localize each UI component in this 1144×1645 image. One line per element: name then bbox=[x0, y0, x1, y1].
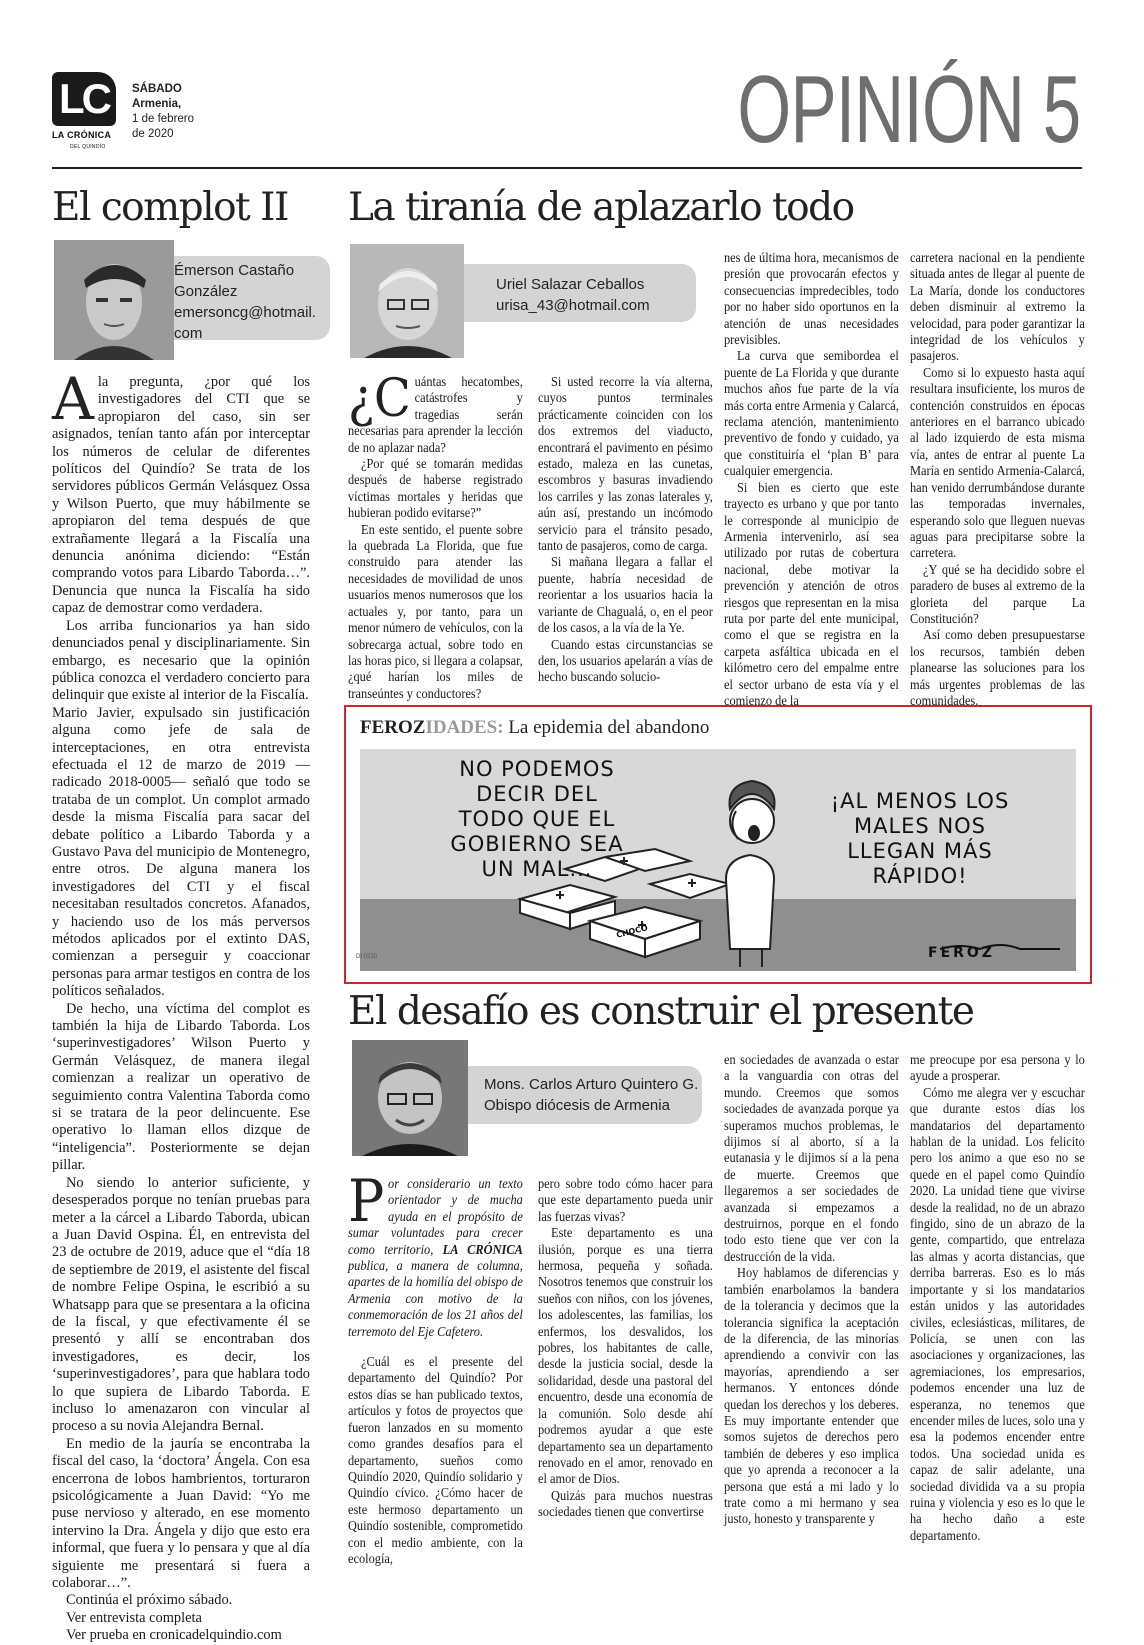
article-column-3 bbox=[724, 1052, 899, 1528]
header-rule bbox=[52, 167, 1082, 169]
paragraph: pero sobre todo cómo hacer para que este departamento pueda unir las fuerzas vivas? bbox=[538, 1176, 713, 1224]
author-photo-castano bbox=[54, 240, 174, 360]
author-name: Mons. Carlos Arturo Quintero G. bbox=[484, 1076, 699, 1093]
author-email-2: com bbox=[174, 325, 203, 342]
paragraph: ¿Cuál es el presente del departamento del Quindío? Por estos días se han publicado textos, artículos y fotos de proyectos que fueron lanzados en su momento como grandes desafíos para el departamento, sueños como Quindío 2020, Quindío solidario y Quindío cívico. ¿Cómo hacer de este hermoso departamento un Quindío sostenible, comprometido con el medio ambiente, con la ecología, bbox=[348, 1354, 523, 1566]
article-column-1 bbox=[348, 1167, 523, 1567]
article-body-complot bbox=[52, 365, 310, 1645]
paragraph: Ver entrevista completa bbox=[66, 1609, 202, 1626]
paragraph: Mario Javier, expulsado sin justificación alguna como jefe de sala de interceptaciones, en otra entrevista efectuada el 12 de marzo de 2019 —radicado 2018-0005— señaló que todo se trataba de un complot. Un complot armado desde la misma Fiscalía para sacar del debate político a Libardo Taborda y a Gustavo Pava del municipio de Montenegro, entre otros. De alguna manera los investigadores del CTI y el fiscal necesitaban resultados concretos. Afanados, y haciendo uso de los más perversos métodos aplicados por el extinto DAS, comienzan a perseguir y coaccionar personas para armar testigos en contra de los políticos señalados. bbox=[52, 704, 310, 1000]
cartoon-label: FEROZ bbox=[360, 717, 426, 738]
section-title: OPINIÓN 5 bbox=[736, 56, 1080, 163]
paragraph: En este sentido, el puente sobre la quebrada La Florida, que fue construido para atender las necesidades de movilidad de unos usuarios menos numerosos que los actuales y, por tanto, para un menor número de vehículos, con la sobrecarga actual, sobre todo en las horas pico, si llegara a colapsar, ¿qué harían los miles de transeúntes y conductores? bbox=[348, 521, 523, 701]
paragraph: Si usted recorre la vía alterna, cuyos puntos terminales prácticamente coinciden con los dos extremos del viaducto, encontrará el pavimento en pésimo estado, maleza en las cunetas, escombros y basuras invadiendo los carriles y las zonas laterales y, aún así, prestando un incómodo servicio para el tránsito pesado, tanto de pasajeros, como de carga. bbox=[538, 374, 713, 554]
paragraph: Cuando estas circunstancias se den, los usuarios apelarán a vías de hecho buscando solucio- bbox=[538, 636, 713, 685]
paragraph: La curva que semibordea el puente de La Florida y que durante muchos años fue parte de la vía más corta entre Armenia y Calarcá, reclama atención, mantenimiento preventivo de fondo y cuidado, ya que constituiría el ‘plan B’ para cualquier emergencia. bbox=[724, 348, 899, 479]
paragraph: carretera nacional en la pendiente situada antes de llegar al puente de La María, donde los conductores deben disminuir al extremo la velocidad, para poder garantizar la integridad de los vehículos y pasajeros. bbox=[910, 250, 1085, 364]
speech-left: NO PODEMOS DECIR DEL TODO QUE EL GOBIERNO SEA UN MAL... bbox=[450, 757, 624, 881]
article-column-4 bbox=[910, 1052, 1085, 1544]
paragraph: Los arriba funcionarios ya han sido denunciados penal y disciplinariamente. Sin embargo, es necesario que la opinión pública conozca el verdadero concierto para delinquir que existe al interior de la Fiscalía. bbox=[52, 617, 310, 704]
paragraph: Ver prueba en cronicadelquindio.com bbox=[66, 1627, 282, 1644]
drop-cap: P bbox=[348, 1167, 385, 1235]
paragraph: Quizás para muchos nuestras sociedades tienen que convertirse bbox=[538, 1487, 713, 1520]
author-name-2: González bbox=[174, 283, 238, 300]
logo-mark: LC bbox=[52, 72, 116, 126]
logo-name: LA CRÓNICA DEL QUINDÍO bbox=[52, 130, 112, 150]
paragraph: Este departamento es una ilusión, porque es una tierra hermosa, pequeña y soñada. Nosotros tenemos que construir los sueños con niños, con los jóvenes, los adolescentes, las familias, los enfermos, los desvalidos, los pobres, los habitantes de calle, desde la justicia social, desde la solidaridad, desde una pastoral del encuentro, desde una economía de la comunión. Solo desde ahí podremos ayudar a que este departamento sea un departamento renovado en el amor, renovado en el amor de Dios. bbox=[538, 1225, 713, 1487]
article-column-3 bbox=[724, 250, 899, 709]
date-line-1: 1 de febrero bbox=[132, 113, 195, 125]
paragraph: De hecho, una víctima del complot es también la hija de Libardo Taborda. Los ‘superinvestigadores’ Wilson Puerto y Germán Velásquez, de manera ilegal comienzan a realizar un operativo de seguimiento contra Valentina Taborda como si se tratara de la peor delincuente. Ese operativo lo llaman ellos dizque de “inteligencia”. Posteriormente se dejan pillar. bbox=[52, 1000, 310, 1174]
article-column-2 bbox=[538, 374, 713, 686]
drop-cap: ¿C bbox=[348, 369, 411, 429]
article-title-complot: El complot II bbox=[52, 185, 288, 230]
author-email: emersoncg@hotmail. bbox=[174, 304, 316, 321]
coffin-label: CHOCÓ bbox=[615, 923, 649, 940]
article-column-4 bbox=[910, 250, 1085, 709]
paragraph: ¿Por qué se tomarán medidas después de haberse registrado víctimas mortales y heridas que hubieran podido evitarse?” bbox=[348, 456, 523, 521]
article-column-2 bbox=[538, 1176, 713, 1521]
cartoon-signature: FEROZ bbox=[928, 945, 995, 961]
author-name: Uriel Salazar Ceballos bbox=[496, 276, 645, 293]
paragraph: En medio de la jauría se encontraba la fiscal del caso, la ‘doctora’ Ángela. Con esa encerrona de lobos hambrientos, torturaron psicológicamente a Juan David: “Yo me puse nervioso y alterado, en ese momento intervino la Dra. Ángela y dijo que esto era informal, que fuera y lo pensara y que al día siguiente me presentará si fuera a colaborar…”. bbox=[52, 1435, 310, 1592]
cartoon-code: DI 0220 bbox=[356, 954, 378, 960]
cartoon-box bbox=[344, 705, 1092, 984]
cartoon-title: La epidemia del abandono bbox=[508, 717, 710, 738]
date-block bbox=[132, 82, 194, 142]
paragraph: Si mañana llegara a fallar el puente, habría necesidad de reorientar a los usuarios hacia la variante de Chagualá, o, en el peor de los casos, a la vía de la Ye. bbox=[538, 554, 713, 636]
author-name: Émerson Castaño bbox=[174, 262, 295, 279]
author-email: urisa_43@hotmail.com bbox=[496, 297, 650, 314]
paragraph: ¿Y qué se ha decidido sobre el paradero de buses al extremo de la glorieta del parque La Constitución? bbox=[910, 561, 1085, 626]
paragraph: Continúa el próximo sábado. bbox=[66, 1592, 233, 1609]
article-title-desafio: El desafío es construir el presente bbox=[348, 989, 974, 1034]
paragraph: nes de última hora, mecanismos de presión que provocarán efectos y consecuencias impredecibles, todo por no haber sido oportunos en la atención de unas necesidades previsibles. bbox=[724, 250, 899, 348]
paragraph: en sociedades de avanzada o estar a la vanguardia con otras del mundo. Creemos que somos sociedades de avanzada porque ya superamos muchos problemas, le dijimos sí al aborto, sí a la eutanasia y le dijimos sí a la pena de muerte. Creemos que llegaremos a ser sociedades de avanzada si empezamos a destruirnos, porque en el fondo todo esto tiene que ver con la destrucción de la vida. bbox=[724, 1052, 899, 1264]
article-title-tirania: La tiranía de aplazarlo todo bbox=[348, 185, 854, 230]
paragraph: Así como deben presupuestarse los recursos, también deben planearse las soluciones para los más urgentes problemas de las comunidades. bbox=[910, 627, 1085, 708]
cartoon-heading bbox=[360, 717, 709, 739]
paragraph: Ala pregunta, ¿por qué los investigadores del CTI que se apropiaron del caso, sin ser asignados, tenían tanto afán por interceptar los números de celular de diferentes políticos del Quindío? Se trata de los servidores públicos Germán Velásquez Ossa y Wilson Puerto, que muy hábilmente se apropiaron del tema después de que extrañamente llegará a la Fiscalía una denuncia anónima diciendo: “Están comprando votos para Libardo Taborda…”. Denuncia que nunca la Fiscalía ha sido capaz de demostrar como verdadera. bbox=[52, 365, 310, 617]
intro-paragraph: Por considerario un texto orientador y de mucha ayuda en el propósito de sumar voluntades para crecer como territorio, LA CRÓNICA publica, a manera de columna, apartes de la homilía del obispo de Armenia con motivo de la conmemoración de los 21 años del terremoto del Eje Cafetero. bbox=[348, 1167, 523, 1339]
paragraph: Si bien es cierto que este trayecto es urbano y que por tanto le corresponde al municipio de Armenia intervenirlo, así sea utilizado por rutas de cobertura nacional, debe motivar la prevención y atención de otros riesgos que representan en la misa ruta por parte del ente municipal, como el que se registra en la carpeta asfáltica ubicada en el kilómetro cero del empalme entre el sector urbano de esta vía y el comienzo de la bbox=[724, 479, 899, 708]
author-role: Obispo diócesis de Armenia bbox=[484, 1097, 670, 1114]
drop-cap: A bbox=[52, 365, 94, 433]
paragraph: ¿C uántas hecatombes, catástrofes y tragedias serán necesarias para aprender la lección de no aplazar nada? bbox=[348, 369, 523, 455]
weekday: SÁBADO bbox=[132, 83, 182, 95]
paragraph: Como si lo expuesto hasta aquí resultara insuficiente, los muros de contención construidos en épocas anteriores en el barranco ubicado al lado izquierdo de esta misma vía, antes de entrar al puente La María en sentido Armenia-Calarcá, han venido derrumbándose durante las temporadas invernales, esperando solo que lleguen nuevas aguas para precipitarse sobre la carretera. bbox=[910, 364, 1085, 561]
author-photo-salazar bbox=[350, 244, 464, 358]
article-column-1 bbox=[348, 369, 523, 702]
city: Armenia, bbox=[132, 98, 182, 110]
paragraph: Cómo me alegra ver y escuchar que durante estos días los mandatarios del departamento hablan de la unidad. Los felicito pero los animo a que eso no se quede en el papel como Quindío 2020. La unidad tiene que vivirse desde la realidad, no de un abrazo fingido, sino de un abrazo de la gente, compartido, que entrelaza las almas y acorta distancias, que derriba barreras. Eso es lo más importante y si los mandatarios están unidos y las autoridades civiles, eclesiásticas, militares, de Policía, se unen con las asociaciones y organizaciones, las agremiaciones, los empresarios, podemos encender una luz de esperanza, no tenemos que encender miles de luces, solo una y esa la podemos encender entre todos. Una sociedad unida es capaz de salir adelante, una sociedad dividida va a su propia ruina y violencia y eso es lo que le ha hecho daño a este departamento. bbox=[910, 1084, 1085, 1543]
author-photo-quintero bbox=[352, 1040, 468, 1156]
speech-right: ¡AL MENOS LOS MALES NOS LLEGAN MÁS RÁPIDO! bbox=[830, 789, 1010, 888]
newspaper-logo bbox=[52, 72, 118, 150]
date-line-2: de 2020 bbox=[132, 128, 174, 140]
paragraph: me preocupe por esa persona y lo ayude a prosperar. bbox=[910, 1052, 1085, 1084]
paragraph: No siendo lo anterior suficiente, y desesperados porque no tenían pruebas para meter a la cárcel a Libardo Taborda, ubican a Juan David Ospina. Él, en entrevista del 23 de octubre de 2019, aduce que el “día 18 de septiembre de 2019, el asistente del fiscal de nombre Felipe Ospina, le escribió a su Whatsapp para que se presentara a la oficina de la fiscal, y que efectivamente él se presentó y allí se encontraban dos investigadores, es decir, los ‘superinvestigadores’, para que hablara todo lo que supiera de Libardo Taborda. E incluso lo amenazaron con vincular al proceso a su novia Alejandra Bernal. bbox=[52, 1174, 310, 1435]
cartoon-label-grey: IDADES: bbox=[425, 717, 504, 738]
cartoon-illustration bbox=[360, 749, 1076, 971]
paragraph: Hoy hablamos de diferencias y también enarbolamos la bandera de la tolerancia y decimos que la tolerancia significa la aceptación de la diferencia, de las minorías aprendiendo a convivir con las mayorías, aprendiendo a ser hermanos. Y entonces dónde quedan los derechos y los deberes. Es muy importante entender que somos sujetos de derechos pero también de deberes y eso implica que yo aprenda a reconocer a la persona que está a mi lado y lo trate como a mi hermano y sea justo, honesto y transparente y bbox=[724, 1265, 899, 1527]
